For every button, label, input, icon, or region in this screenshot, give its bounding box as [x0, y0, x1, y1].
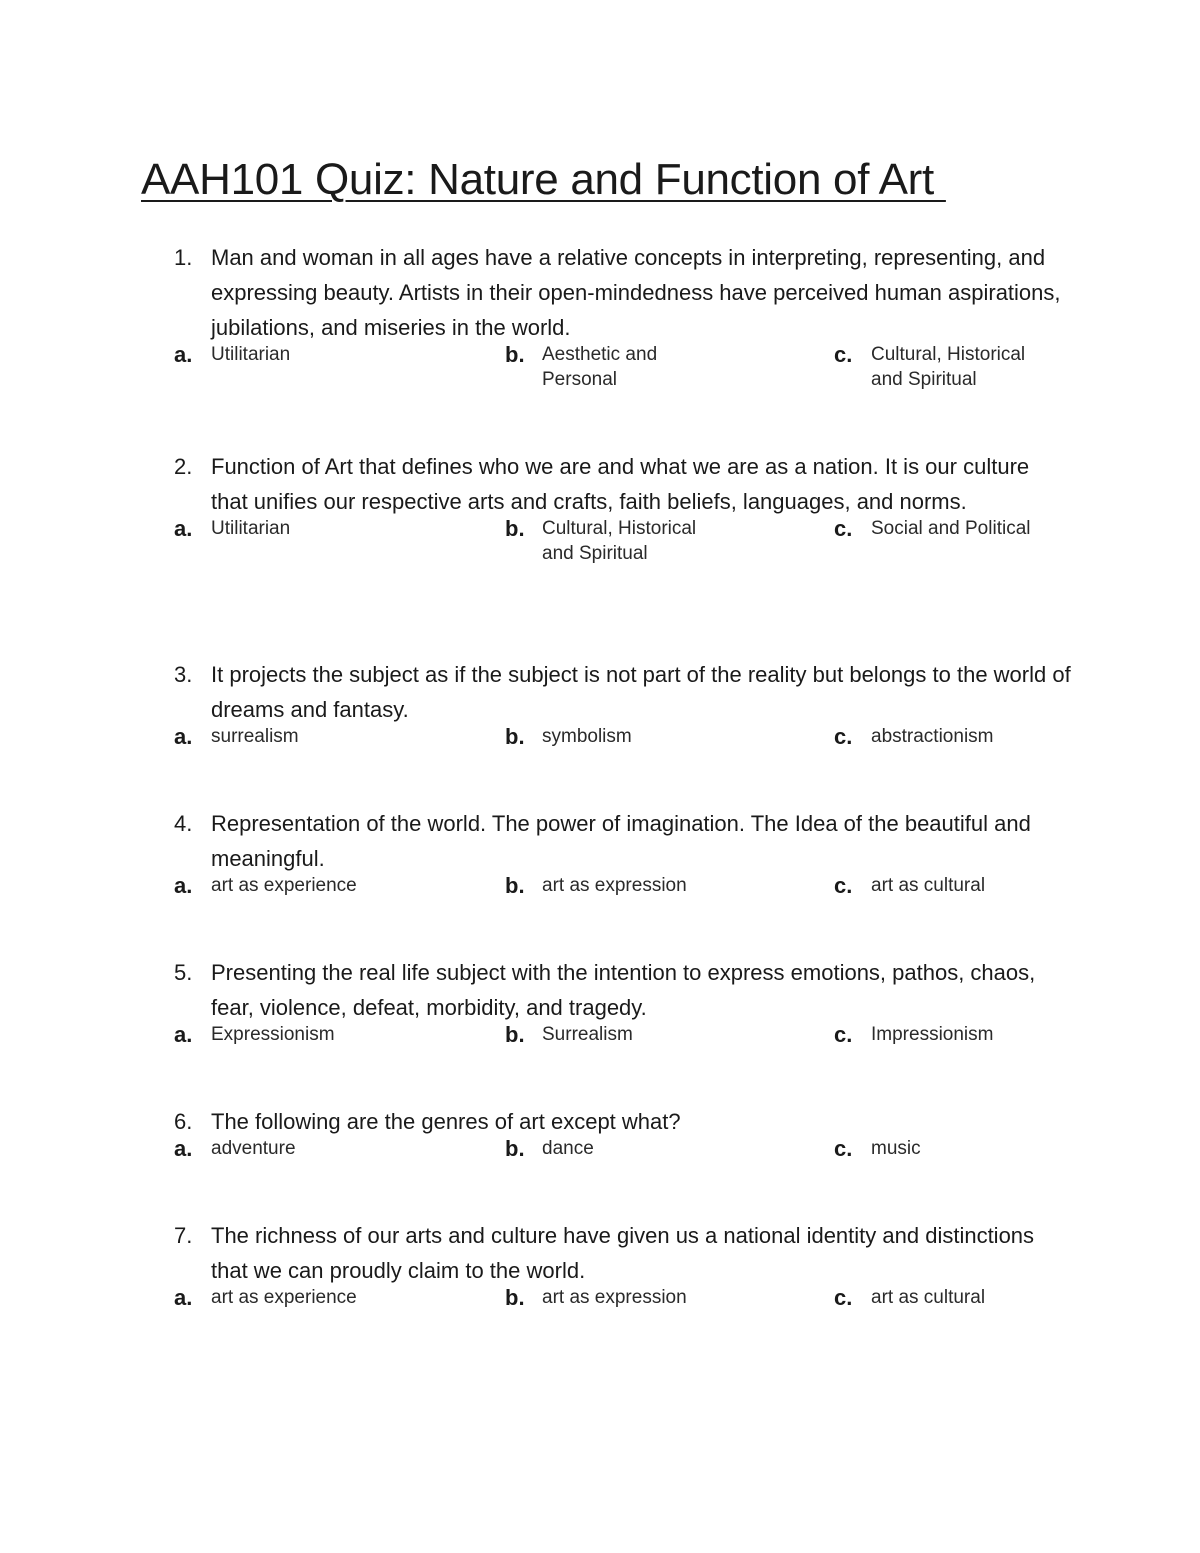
question-text: Representation of the world. The power of imagination. The Idea of the beautiful and meaningful.	[211, 811, 1031, 871]
answer-options	[174, 516, 1074, 576]
option-b	[505, 1136, 727, 1162]
question-row	[174, 806, 1074, 876]
option-text: art as cultural	[871, 1287, 986, 1308]
option-text: dance	[542, 1138, 594, 1159]
question-row	[174, 240, 1074, 345]
answer-options	[174, 1285, 1074, 1345]
option-c	[834, 873, 1056, 899]
page-title: AAH101 Quiz: Nature and Function of Art	[141, 155, 946, 204]
option-a	[174, 1022, 396, 1048]
question-number: 5.	[174, 960, 193, 985]
question-row	[174, 1104, 1074, 1139]
option-text: Aesthetic and Personal	[542, 344, 658, 390]
question-2	[174, 449, 1074, 576]
option-letter: c.	[834, 1136, 853, 1161]
question-4	[174, 806, 1074, 933]
option-letter: a.	[174, 1285, 193, 1310]
option-a	[174, 1136, 396, 1162]
option-text: art as cultural	[871, 875, 986, 896]
option-letter: b.	[505, 516, 525, 541]
option-c	[834, 1285, 1056, 1311]
question-number: 6.	[174, 1109, 193, 1134]
option-b	[505, 1022, 727, 1048]
option-text: Cultural, Historical and Spiritual	[542, 518, 697, 564]
option-letter: a.	[174, 1022, 193, 1047]
question-1	[174, 240, 1074, 402]
option-letter: a.	[174, 724, 193, 749]
option-letter: b.	[505, 1136, 525, 1161]
question-number: 2.	[174, 454, 193, 479]
option-text: Surrealism	[542, 1024, 633, 1045]
question-number: 7.	[174, 1223, 193, 1248]
option-letter: b.	[505, 1022, 525, 1047]
option-letter: c.	[834, 724, 853, 749]
option-text: art as experience	[211, 875, 357, 896]
question-6	[174, 1104, 1074, 1196]
option-text: art as expression	[542, 875, 687, 896]
option-letter: a.	[174, 516, 193, 541]
option-text: art as expression	[542, 1287, 687, 1308]
option-text: Utilitarian	[211, 344, 291, 365]
question-text: The richness of our arts and culture have given us a national identity and distinctions that we can proudly claim to the world.	[211, 1223, 1035, 1283]
option-letter: a.	[174, 342, 193, 367]
option-letter: b.	[505, 873, 525, 898]
question-text: Man and woman in all ages have a relative concepts in interpreting, representing, and expressing beauty. Artists in their open-mindedness have perceived human aspirations, jubilations, and miseries in the world.	[211, 245, 1061, 340]
option-text: Social and Political	[871, 518, 1031, 539]
question-row	[174, 1218, 1074, 1288]
option-text: Impressionism	[871, 1024, 994, 1045]
option-b	[505, 516, 727, 566]
question-number: 3.	[174, 662, 193, 687]
question-number: 1.	[174, 245, 193, 270]
option-text: abstractionism	[871, 726, 994, 747]
option-text: surrealism	[211, 726, 299, 747]
option-c	[834, 1136, 1056, 1162]
question-7	[174, 1218, 1074, 1345]
option-a	[174, 516, 396, 542]
option-b	[505, 724, 727, 750]
option-text: symbolism	[542, 726, 632, 747]
question-row	[174, 657, 1074, 727]
option-text: Cultural, Historical and Spiritual	[871, 344, 1026, 390]
option-letter: a.	[174, 1136, 193, 1161]
option-c	[834, 724, 1056, 750]
answer-options	[174, 342, 1074, 402]
option-c	[834, 342, 1056, 392]
option-letter: c.	[834, 1022, 853, 1047]
question-row	[174, 449, 1074, 519]
option-a	[174, 724, 396, 750]
option-c	[834, 1022, 1056, 1048]
option-b	[505, 873, 727, 899]
option-c	[834, 516, 1056, 542]
option-letter: b.	[505, 1285, 525, 1310]
answer-options	[174, 1136, 1074, 1196]
option-a	[174, 1285, 396, 1311]
question-3	[174, 657, 1074, 784]
option-text: music	[871, 1138, 921, 1159]
option-a	[174, 342, 396, 368]
question-text: It projects the subject as if the subject is not part of the reality but belongs to the world of dreams and fantasy.	[211, 662, 1071, 722]
option-letter: b.	[505, 724, 525, 749]
question-number: 4.	[174, 811, 193, 836]
question-text: The following are the genres of art except what?	[211, 1109, 681, 1134]
question-5	[174, 955, 1074, 1082]
answer-options	[174, 873, 1074, 933]
option-letter: a.	[174, 873, 193, 898]
option-a	[174, 873, 396, 899]
option-text: art as experience	[211, 1287, 357, 1308]
option-text: Utilitarian	[211, 518, 291, 539]
answer-options	[174, 1022, 1074, 1082]
option-letter: c.	[834, 873, 853, 898]
option-text: Expressionism	[211, 1024, 335, 1045]
option-letter: c.	[834, 516, 853, 541]
question-text: Presenting the real life subject with the intention to express emotions, pathos, chaos, fear, violence, defeat, morbidity, and tragedy.	[211, 960, 1036, 1020]
option-letter: c.	[834, 1285, 853, 1310]
option-b	[505, 1285, 727, 1311]
option-b	[505, 342, 727, 392]
option-text: adventure	[211, 1138, 296, 1159]
option-letter: c.	[834, 342, 853, 367]
option-letter: b.	[505, 342, 525, 367]
question-row	[174, 955, 1074, 1025]
question-text: Function of Art that defines who we are and what we are as a nation. It is our culture that unifies our respective arts and crafts, faith beliefs, languages, and norms.	[211, 454, 1030, 514]
answer-options	[174, 724, 1074, 784]
